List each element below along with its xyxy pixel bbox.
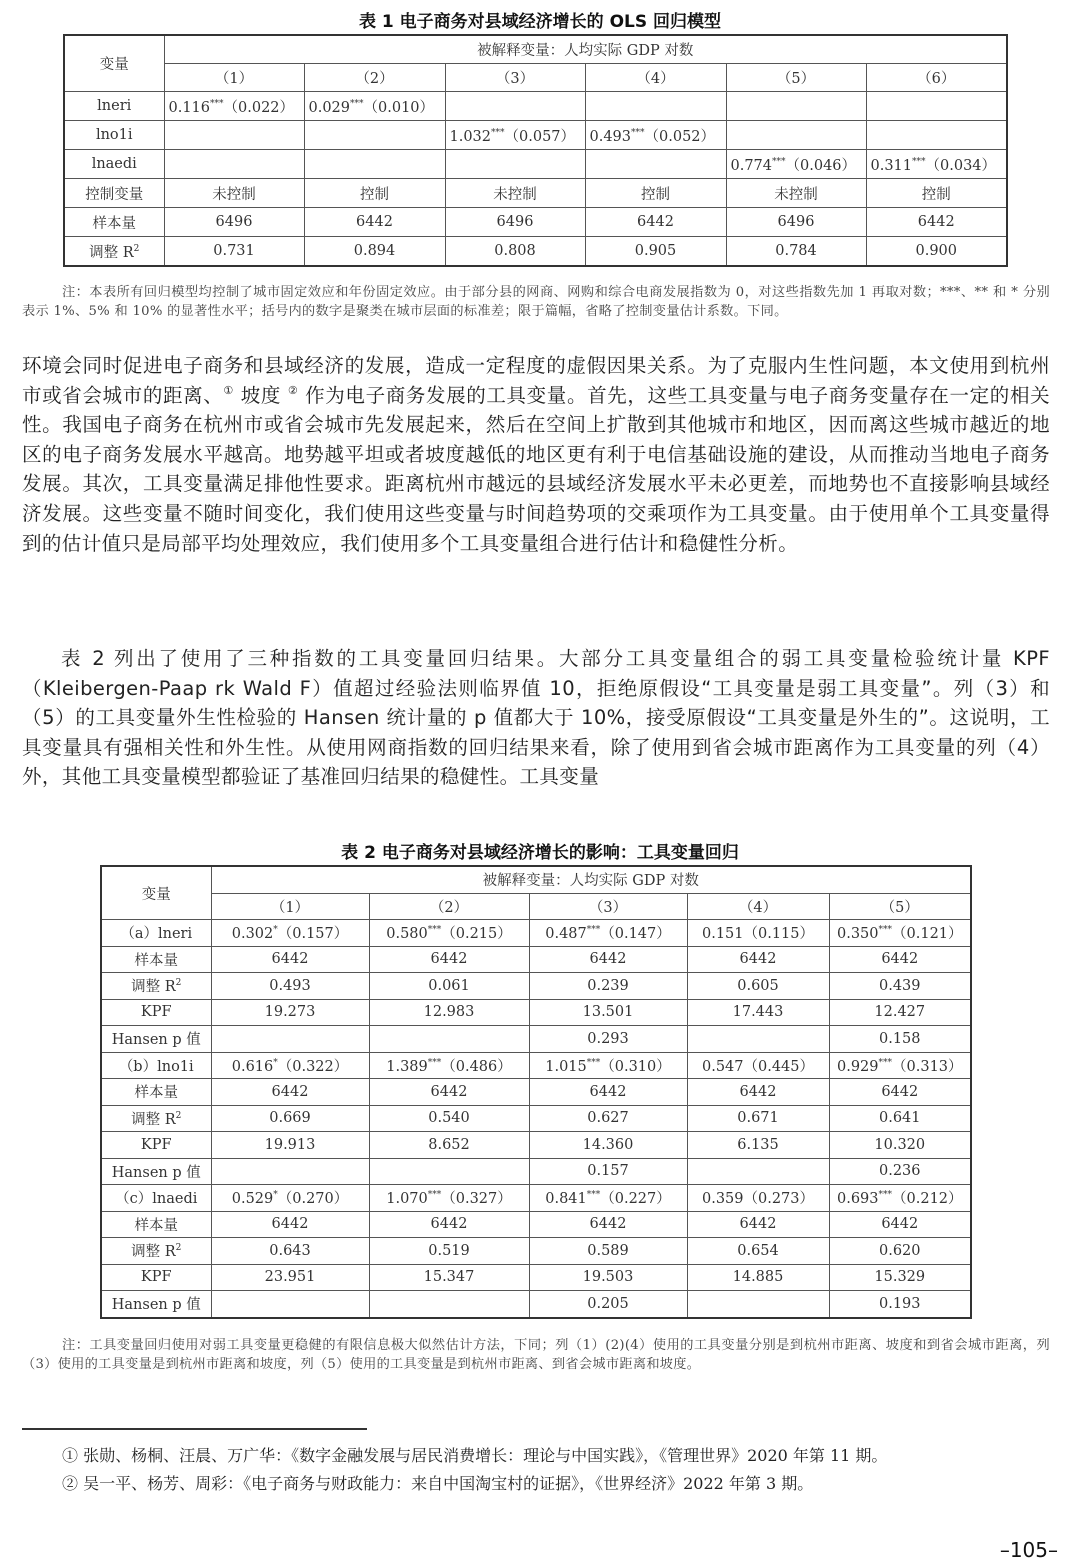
value-cell: 0.671 [687,1105,829,1132]
coef-cell [726,92,866,121]
coef-cell [829,1052,971,1079]
table-row [101,1291,971,1318]
std-error: （0.052） [644,128,716,145]
table2-dep-header: 被解释变量：人均实际 GDP 对数 [211,866,971,893]
table-row [101,946,971,973]
significance-stars: *** [586,1057,601,1068]
std-error: （0.046） [785,157,857,174]
coef-cell [445,150,585,179]
coef-cell [369,1052,529,1079]
value-cell: 6442 [211,1211,369,1238]
coef-value: 0.311 [870,157,913,174]
coef-cell [687,1052,829,1079]
row-label: KPF [101,999,211,1026]
value-cell: 0.061 [369,973,529,1000]
value-cell: 控制 [585,179,726,208]
value-cell: 0.293 [529,1026,687,1053]
table1-note: 注：本表所有回归模型均控制了城市固定效应和年份固定效应。由于部分县的网商、网购和综合电商发展指数为 0，对这些指数先加 1 再取对数；***、** 和 * 分别表示 1%、5% 和 10% 的显著性水平；括号内的数字是聚类在城市层面的标准差；限于篇幅，省略了控制变量估计系数。下同。 [22,285,1050,319]
value-cell: 19.913 [211,1132,369,1159]
row-label [101,1105,211,1132]
footnote-divider [22,1428,367,1430]
row-label: lneri [64,92,164,121]
table1 [63,34,1008,267]
coef-cell [687,1185,829,1212]
value-cell: 0.540 [369,1105,529,1132]
coef-value: 0.116 [168,99,211,116]
value-cell: 6496 [445,208,585,237]
value-cell: 0.439 [829,973,971,1000]
std-error: （0.445） [743,1058,815,1075]
value-cell [211,1026,369,1053]
table-row [101,973,971,1000]
value-cell: 6442 [529,1079,687,1106]
coef-cell [164,92,304,121]
value-cell: 13.501 [529,999,687,1026]
value-cell: 6442 [866,208,1007,237]
row-label: （c）lnaedi [101,1185,211,1212]
table-row [101,1185,971,1212]
value-cell: 0.589 [529,1238,687,1265]
table-row [64,150,1007,179]
std-error: （0.313） [892,1058,963,1075]
value-cell [211,1158,369,1185]
significance-stars: *** [878,925,893,936]
footnote-2: ② 吴一平、杨芳、周彩：《电子商务与财政能力：来自中国淘宝村的证据》，《世界经济》2022 年第 3 期。 [62,1474,814,1493]
value-cell: 0.905 [585,237,726,267]
r2-superscript: 2 [133,243,140,254]
coef-value: 0.547 [701,1058,744,1075]
coef-cell [866,150,1007,179]
coef-value: 1.032 [449,128,492,145]
coef-cell [445,121,585,150]
value-cell [687,1158,829,1185]
row-label: lno1i [64,121,164,150]
significance-stars: *** [427,925,442,936]
table-row [101,1158,971,1185]
value-cell: 6442 [304,208,445,237]
value-cell: 6442 [529,1211,687,1238]
row-label [64,237,164,267]
value-cell: 0.900 [866,237,1007,267]
coef-cell [529,1052,687,1079]
significance-stars: *** [631,127,645,138]
value-cell: 12.427 [829,999,971,1026]
body-paragraph-2: 表 2 列出了使用了三种指数的工具变量回归结果。大部分工具变量组合的弱工具变量检验统计量 KPF（Kleibergen-Paap rk Wald F）值超过经验法则临界值 10，拒绝原假设“工具变量是弱工具变量”。列（3）和（5）的工具变量外生性检验的 Hansen 统计量的 p 值都大于 10%，接受原假设“工具变量是外生的”。这说明，工具变量具有强相关性和外生性。从使用网商指数的回归结果来看，除了使用到省会城市距离作为工具变量的列（4）外，其他工具变量模型都验证了基准回归结果的稳健性。工具变量 [22,647,1050,789]
value-cell: 0.157 [529,1158,687,1185]
significance-stars: *** [210,98,224,109]
r2-label-text: 调整 R [131,1244,176,1261]
coef-cell [211,1185,369,1212]
table-row [101,920,971,947]
value-cell [369,1291,529,1318]
std-error: （0.212） [892,1191,963,1208]
value-cell: 10.320 [829,1132,971,1159]
value-cell: 0.605 [687,973,829,1000]
significance-stars: *** [878,1057,893,1068]
coef-cell [369,1185,529,1212]
value-cell: 0.620 [829,1238,971,1265]
value-cell: 6.135 [687,1132,829,1159]
coef-cell [529,920,687,947]
row-label: Hansen p 值 [101,1158,211,1185]
table-row [101,1079,971,1106]
coef-value: 1.389 [386,1058,428,1075]
significance-stars: *** [350,98,364,109]
significance-stars: * [273,1057,278,1068]
coef-cell [585,150,726,179]
row-label: 样本量 [64,208,164,237]
value-cell: 控制 [304,179,445,208]
table-row [101,1052,971,1079]
significance-stars: *** [491,127,505,138]
value-cell: 0.894 [304,237,445,267]
std-error: （0.310） [600,1058,671,1075]
value-cell: 6442 [585,208,726,237]
value-cell: 14.885 [687,1264,829,1291]
row-label: KPF [101,1132,211,1159]
value-cell: 17.443 [687,999,829,1026]
value-cell: 0.669 [211,1105,369,1132]
value-cell: 6442 [687,1211,829,1238]
r2-label-text: 调整 R [131,1111,176,1128]
value-cell: 8.652 [369,1132,529,1159]
value-cell: 6442 [829,1211,971,1238]
value-cell [687,1026,829,1053]
coef-cell [304,150,445,179]
table2-note: 注：工具变量回归使用对弱工具变量更稳健的有限信息极大似然估计方法，下同；列（1）(2)(4）使用的工具变量分别是到杭州市距离、坡度和到省会城市距离，列（3）使用的工具变量是到杭州市距离和坡度，列（5）使用的工具变量是到杭州市距离、到省会城市距离和坡度。 [22,1338,1050,1372]
value-cell: 6442 [369,1079,529,1106]
value-cell: 19.273 [211,999,369,1026]
value-cell [687,1291,829,1318]
row-label: lnaedi [64,150,164,179]
value-cell: 0.731 [164,237,304,267]
r2-superscript: 2 [175,1110,182,1121]
table-row [101,999,971,1026]
table2-var-header: 变量 [101,866,211,920]
std-error: （0.327） [441,1191,512,1208]
row-label [101,1238,211,1265]
value-cell [211,1291,369,1318]
std-error: （0.227） [600,1191,671,1208]
coef-value: 0.774 [730,157,773,174]
significance-stars: * [273,1190,278,1201]
row-label: 样本量 [101,946,211,973]
value-cell [369,1026,529,1053]
table-row [101,1105,971,1132]
std-error: （0.486） [441,1058,512,1075]
table1-title: 表 1 电子商务对县域经济增长的 OLS 回归模型 [358,12,722,32]
significance-stars: *** [772,156,786,167]
table1-column-header: （1） [164,64,304,92]
table-row [101,1026,971,1053]
table1-column-header: （4） [585,64,726,92]
value-cell: 0.493 [211,973,369,1000]
value-cell: 6442 [369,946,529,973]
value-cell: 6442 [687,1079,829,1106]
std-error: （0.215） [441,926,512,943]
significance-stars: *** [586,925,601,936]
coef-cell [585,121,726,150]
value-cell: 未控制 [726,179,866,208]
table1-column-header: （3） [445,64,585,92]
table2-column-header: （5） [829,893,971,920]
table1-var-header: 变量 [64,35,164,92]
value-cell: 6442 [529,946,687,973]
value-cell: 6442 [369,1211,529,1238]
value-cell: 23.951 [211,1264,369,1291]
coef-cell [304,92,445,121]
page-number: –105– [999,1538,1058,1562]
footnote-ref-1[interactable]: ① [223,383,234,397]
value-cell: 0.193 [829,1291,971,1318]
table1-dep-header: 被解释变量：人均实际 GDP 对数 [164,35,1007,64]
value-cell: 6442 [687,946,829,973]
coef-value: 0.693 [837,1191,879,1208]
r2-superscript: 2 [175,978,182,989]
coef-value: 0.529 [231,1191,274,1208]
std-error: （0.121） [892,926,963,943]
std-error: （0.057） [504,128,576,145]
value-cell: 0.236 [829,1158,971,1185]
std-error: （0.270） [277,1191,349,1208]
coef-cell [445,92,585,121]
table-row [64,237,1007,267]
table2 [100,865,972,1319]
value-cell: 未控制 [164,179,304,208]
coef-value: 1.015 [545,1058,587,1075]
row-label: 样本量 [101,1079,211,1106]
value-cell: 6442 [211,1079,369,1106]
table1-column-header: （6） [866,64,1007,92]
table-row [101,1238,971,1265]
table2-column-header: （4） [687,893,829,920]
significance-stars: *** [427,1057,442,1068]
significance-stars: *** [878,1190,893,1201]
table-row [101,1264,971,1291]
r2-label-text: 调整 R [131,979,176,996]
table2-column-header: （3） [529,893,687,920]
significance-stars: *** [427,1190,442,1201]
value-cell: 0.205 [529,1291,687,1318]
coef-value: 0.151 [701,926,744,943]
significance-stars: *** [586,1190,601,1201]
value-cell: 6442 [829,946,971,973]
table-row [64,121,1007,150]
value-cell: 0.239 [529,973,687,1000]
table2-column-header: （2） [369,893,529,920]
coef-cell [726,121,866,150]
table-row [64,179,1007,208]
row-label [101,973,211,1000]
coef-value: 0.493 [589,128,632,145]
row-label: 样本量 [101,1211,211,1238]
coef-cell [369,920,529,947]
coef-cell [687,920,829,947]
coef-value: 1.070 [386,1191,428,1208]
value-cell: 0.643 [211,1238,369,1265]
std-error: （0.034） [925,157,997,174]
body-paragraph-1: 环境会同时促进电子商务和县域经济的发展，造成一定程度的虚假因果关系。为了克服内生性问题，本文使用到杭州市或省会城市的距离、① 坡度 ② 作为电子商务发展的工具变量。首先，这些工具变量与电子商务变量存在一定的相关性。我国电子商务在杭州市或省会城市先发展起来，然后在空间上扩散到其他城市和地区，因而离这些城市越近的地区的电子商务发展水平越高。地势越平坦或者坡度越低的地区更有利于电信基础设施的建设，从而推动当地电子商务发展。其次，工具变量满足排他性要求。距离杭州市越远的县域经济发展水平未必更差，而地势也不直接影响县域经济发展。这些变量不随时间变化，我们使用这些变量与时间趋势项的交乘项作为工具变量。由于使用单个工具变量得到的估计值只是局部平均处理效应，我们使用多个工具变量组合进行估计和稳健性分析。 [22,354,1050,555]
std-error: （0.157） [277,926,349,943]
row-label: 控制变量 [64,179,164,208]
value-cell: 0.654 [687,1238,829,1265]
value-cell: 0.627 [529,1105,687,1132]
table-row [101,1132,971,1159]
value-cell: 控制 [866,179,1007,208]
row-label: Hansen p 值 [101,1026,211,1053]
value-cell: 12.983 [369,999,529,1026]
coef-value: 0.029 [308,99,351,116]
coef-cell [211,1052,369,1079]
coef-cell [304,121,445,150]
std-error: （0.147） [600,926,671,943]
coef-cell [829,1185,971,1212]
table1-column-header: （5） [726,64,866,92]
value-cell: 6496 [726,208,866,237]
value-cell: 0.519 [369,1238,529,1265]
value-cell: 6442 [211,946,369,973]
coef-value: 0.350 [837,926,879,943]
table-row [64,92,1007,121]
row-label: （a）lneri [101,920,211,947]
coef-value: 0.302 [231,926,274,943]
table-row [101,1211,971,1238]
value-cell: 19.503 [529,1264,687,1291]
std-error: （0.115） [743,926,815,943]
value-cell: 6496 [164,208,304,237]
table2-title: 表 2 电子商务对县域经济增长的影响：工具变量回归 [341,843,739,863]
table1-column-header: （2） [304,64,445,92]
std-error: （0.010） [363,99,435,116]
coef-cell [529,1185,687,1212]
coef-value: 0.841 [545,1191,587,1208]
row-label: （b）lno1i [101,1052,211,1079]
coef-value: 0.359 [701,1191,744,1208]
value-cell: 0.641 [829,1105,971,1132]
r2-superscript: 2 [175,1243,182,1254]
coef-cell [585,92,726,121]
value-cell: 0.158 [829,1026,971,1053]
std-error: （0.022） [223,99,295,116]
value-cell: 6442 [829,1079,971,1106]
value-cell: 未控制 [445,179,585,208]
r2-label-text: 调整 R [89,244,134,261]
coef-value: 0.580 [386,926,428,943]
coef-cell [866,92,1007,121]
std-error: （0.322） [277,1058,349,1075]
coef-cell [164,121,304,150]
coef-value: 0.487 [545,926,587,943]
value-cell: 15.329 [829,1264,971,1291]
value-cell: 14.360 [529,1132,687,1159]
coef-cell [164,150,304,179]
significance-stars: *** [912,156,926,167]
row-label: KPF [101,1264,211,1291]
coef-value: 0.616 [231,1058,274,1075]
std-error: （0.273） [743,1191,815,1208]
coef-cell [211,920,369,947]
value-cell: 15.347 [369,1264,529,1291]
value-cell: 0.784 [726,237,866,267]
row-label: Hansen p 值 [101,1291,211,1318]
footnote-1: ① 张勋、杨桐、汪晨、万广华：《数字金融发展与居民消费增长：理论与中国实践》，《管理世界》2020 年第 11 期。 [62,1446,888,1465]
footnote-ref-2[interactable]: ② [287,383,299,397]
coef-cell [829,920,971,947]
coef-value: 0.929 [837,1058,879,1075]
coef-cell [866,121,1007,150]
table-row [64,208,1007,237]
value-cell: 0.808 [445,237,585,267]
table2-column-header: （1） [211,893,369,920]
coef-cell [726,150,866,179]
value-cell [369,1158,529,1185]
significance-stars: * [273,925,278,936]
